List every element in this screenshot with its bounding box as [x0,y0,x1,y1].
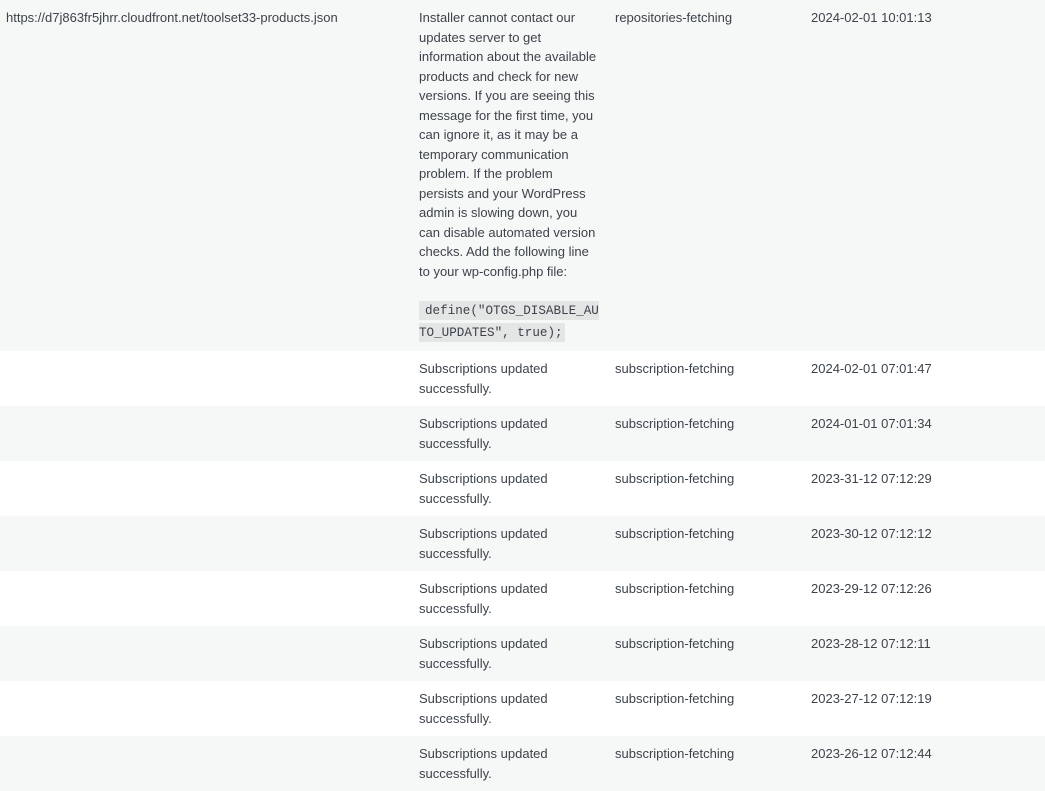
date-cell: 2023-28-12 07:12:11 [811,636,931,651]
table-row [0,0,1045,351]
url-cell [0,516,413,571]
date-cell: 2023-30-12 07:12:12 [811,526,932,541]
table-row [0,406,1045,461]
config-code-snippet: define("OTGS_DISABLE_AUTO_UPDATES", true); [419,301,599,342]
table-row [0,571,1045,626]
table-row [0,516,1045,571]
url-cell [0,736,413,791]
table-row [0,626,1045,681]
component-cell: subscription-fetching [615,526,735,541]
message-cell: Subscriptions updated successfully. [419,746,548,781]
table-row [0,461,1045,516]
message-cell: Subscriptions updated successfully. [419,581,548,616]
message-cell: Subscriptions updated successfully. [419,526,548,561]
date-cell: 2023-27-12 07:12:19 [811,691,932,706]
date-cell: 2023-29-12 07:12:26 [811,581,932,596]
table-row [0,736,1045,791]
component-cell: subscription-fetching [615,471,735,486]
message-cell [413,0,609,351]
table-row [0,681,1045,736]
component-cell: subscription-fetching [615,746,735,761]
message-cell: Subscriptions updated successfully. [419,636,548,671]
message-cell: Subscriptions updated successfully. [419,691,548,726]
url-cell [0,681,413,736]
message-cell: Subscriptions updated successfully. [419,361,548,396]
url-cell [0,351,413,406]
url-cell [0,461,413,516]
request-url: https://d7j863fr5jhrr.cloudfront.net/toolset33-products.json [6,10,338,25]
message-cell: Subscriptions updated successfully. [419,416,548,451]
date-cell: 2023-26-12 07:12:44 [811,746,932,761]
table-row [0,351,1045,406]
url-cell [0,406,413,461]
component-cell: subscription-fetching [615,581,735,596]
date-cell: 2024-01-01 07:01:34 [811,416,932,431]
url-cell [0,626,413,681]
component-cell: subscription-fetching [615,361,735,376]
log-message: Installer cannot contact our updates server to get information about the available products and check for new versions. If you are seeing this message for the first time, you can ignore it, as it may be a temporary communication problem. If the problem persists and your WordPress admin is slowing down, you can disable automated version checks. Add the following line to your wp-config.php file: [419,10,597,279]
url-cell [0,571,413,626]
message-cell: Subscriptions updated successfully. [419,471,548,506]
component-cell: subscription-fetching [615,636,735,651]
date-cell: 2024-02-01 10:01:13 [811,10,932,25]
date-cell: 2023-31-12 07:12:29 [811,471,932,486]
component-cell: subscription-fetching [615,691,735,706]
url-cell [0,0,413,351]
component-cell: subscription-fetching [615,416,735,431]
date-cell: 2024-02-01 07:01:47 [811,361,932,376]
component-cell: repositories-fetching [615,10,733,25]
